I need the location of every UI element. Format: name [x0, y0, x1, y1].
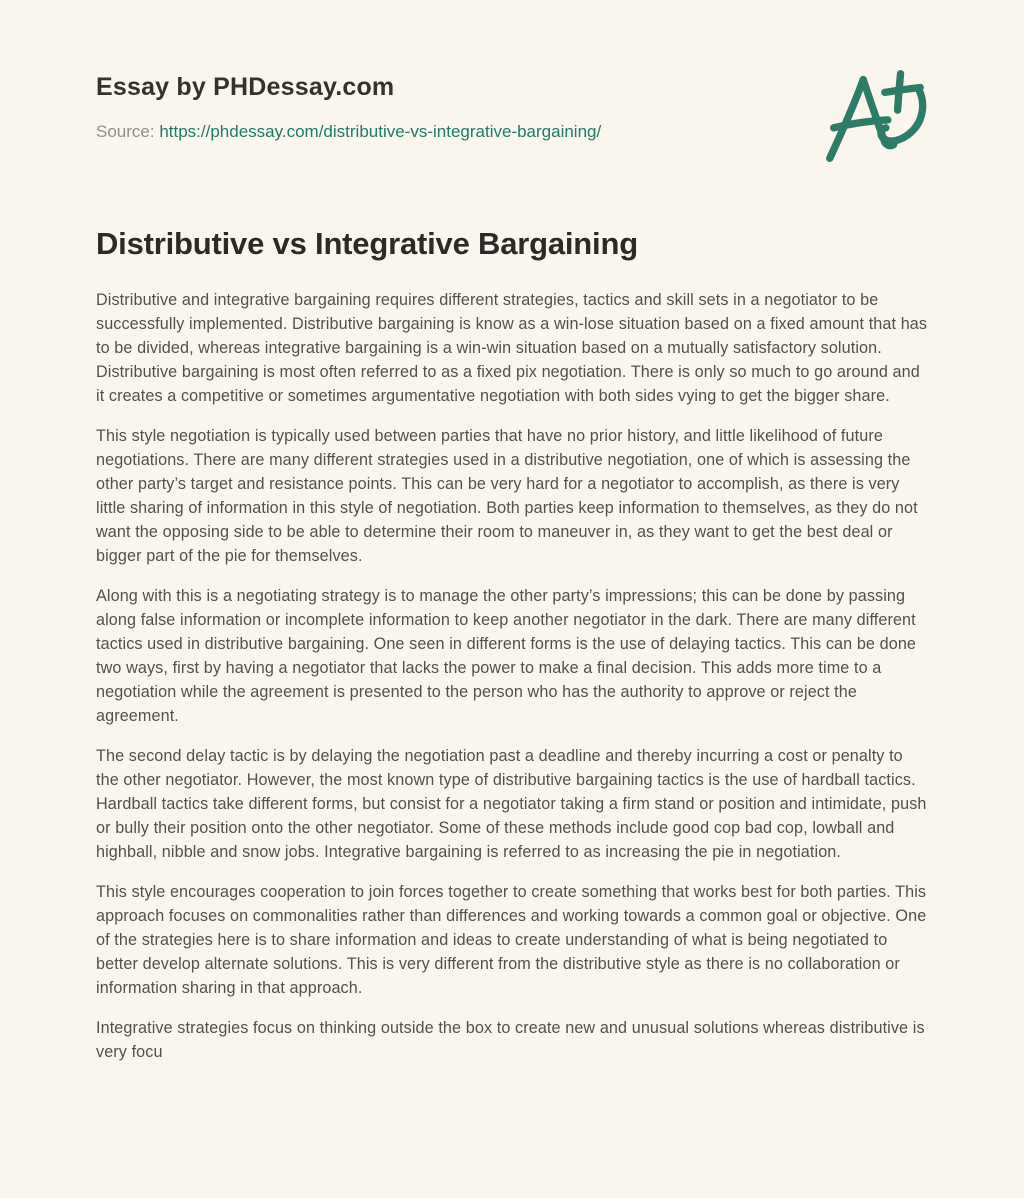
essay-paragraph-2: This style negotiation is typically used between parties that have no prior history, and little likelihood of future negotiations. There are many different strategies used in a distributive negotiation, one of which is assessing the other party’s target and resistance points. This can be very hard for a negotiator to accomplish, as there is very little sharing of information in this style of negotiation. Both parties keep information to themselves, as they do not want the opposing side to be able to determine their room to maneuver in, as they want to get the best deal or bigger part of the pie for themselves.	[96, 427, 918, 565]
essay-paragraph-5: This style encourages cooperation to join forces together to create something that works best for both parties. This approach focuses on commonalities rather than differences and working towards a common goal or objective. One of the strategies here is to share information and ideas to create understanding of what is being negotiated to better develop alternate solutions. This is very different from the distributive style as there is no collaboration or information sharing in that approach.	[96, 883, 927, 997]
source-label: Source:	[96, 122, 155, 141]
essay-title: Distributive vs Integrative Bargaining	[96, 226, 638, 261]
essay-paragraph-4: The second delay tactic is by delaying the negotiation past a deadline and thereby incurring a cost or penalty to the other negotiator. However, the most known type of distributive bargaining tactics is the use of hardball tactics. Hardball tactics take different forms, but consist for a negotiator taking a firm stand or position and intimidate, push or bully their position onto the other negotiator. Some of these methods include good cop bad cop, lowball and highball, nibble and snow jobs. Integrative bargaining is referred to as increasing the pie in negotiation.	[96, 747, 927, 861]
brand-heading: Essay by PHDessay.com	[96, 73, 395, 101]
source-url-link[interactable]: https://phdessay.com/distributive-vs-integrative-bargaining/	[159, 122, 602, 141]
source-line	[96, 122, 928, 142]
essay-paragraph-3: Along with this is a negotiating strategy is to manage the other party’s impressions; this can be done by passing along false information or incomplete information to keep another negotiator in the dark. There are many different tactics used in distributive bargaining. One seen in different forms is the use of delaying tactics. This can be done two ways, first by having a negotiator that lacks the power to make a final decision. This adds more time to a negotiation while the agreement is presented to the person who has the authority to approve or reject the agreement.	[96, 587, 917, 725]
essay-paragraph-6: Integrative strategies focus on thinking outside the box to create new and unusual solutions whereas distributive is very focu	[96, 1019, 925, 1061]
essay-paragraph-1: Distributive and integrative bargaining requires different strategies, tactics and skill sets in a negotiator to be successfully implemented. Distributive bargaining is know as a win-lose situation based on a fixed amount that has to be divided, whereas integrative bargaining is a win-win situation based on a mutually satisfactory solution. Distributive bargaining is most often referred to as a fixed pix negotiation. There is only so much to go around and it creates a competitive or sometimes argumentative negotiation with both sides vying to get the bigger share.	[96, 291, 928, 405]
a-plus-logo-icon	[816, 58, 934, 176]
essay-body	[96, 288, 928, 1064]
